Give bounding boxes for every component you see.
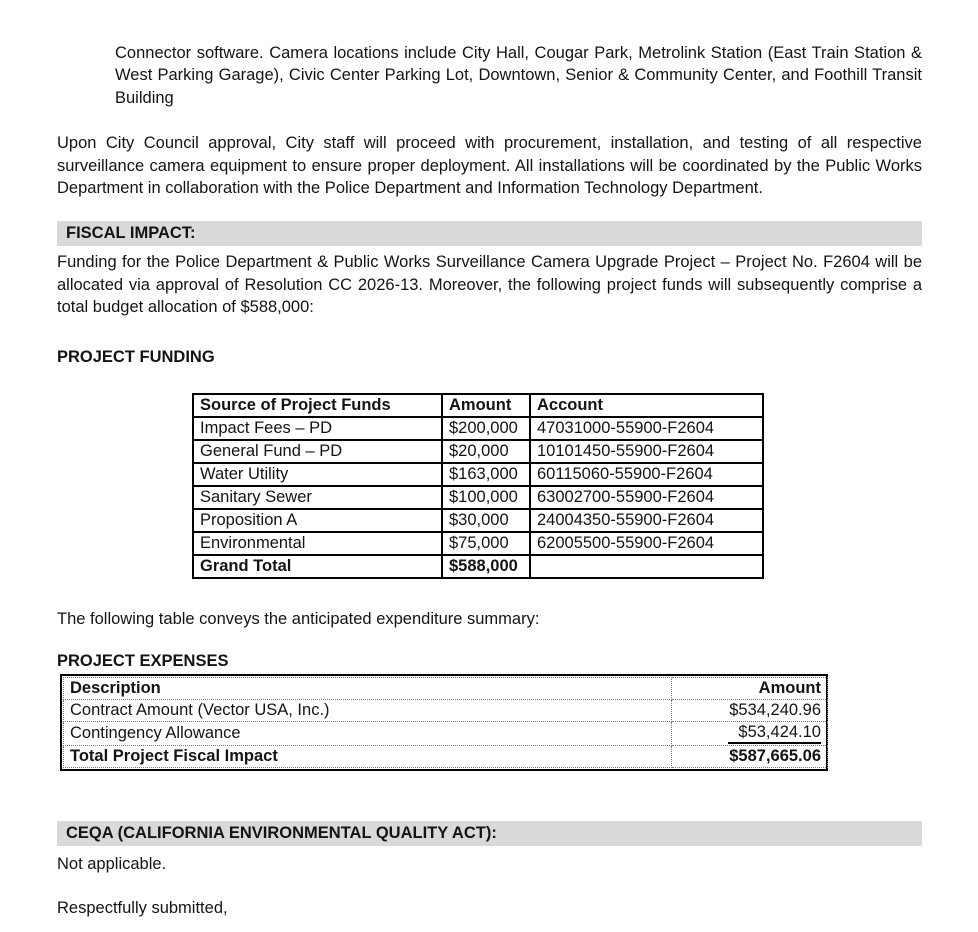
project-expenses-table-frame	[60, 674, 828, 771]
grand-total-label: Grand Total	[193, 555, 442, 578]
column-header-amount: Amount	[442, 394, 530, 417]
project-expenses-heading: PROJECT EXPENSES	[57, 652, 229, 671]
table-row	[193, 440, 763, 463]
total-fiscal-impact-label: Total Project Fiscal Impact	[64, 746, 672, 768]
funding-source-cell: Proposition A	[193, 509, 442, 532]
funding-amount-cell: $30,000	[442, 509, 530, 532]
table-row	[193, 486, 763, 509]
ceqa-heading: CEQA (CALIFORNIA ENVIRONMENTAL QUALITY ACT):	[57, 821, 922, 846]
funding-source-cell: Impact Fees – PD	[193, 417, 442, 440]
funding-amount-cell: $100,000	[442, 486, 530, 509]
fiscal-impact-paragraph: Funding for the Police Department & Public Works Surveillance Camera Upgrade Project – Project No. F2604 will be allocated via approval of Resolution CC 2026-13. Moreover, the following project funds will subsequently comprise a total budget allocation of $588,000:	[57, 253, 922, 317]
funding-amount-cell: $75,000	[442, 532, 530, 555]
table-row	[64, 700, 828, 722]
expense-description-cell: Contract Amount (Vector USA, Inc.)	[64, 700, 672, 722]
project-funding-table	[192, 393, 764, 579]
intro-paragraph: Connector software. Camera locations include City Hall, Cougar Park, Metrolink Station (East Train Station & West Parking Garage), Civic Center Parking Lot, Downtown, Senior & Community Center, and Foothill Transit Building	[115, 44, 922, 107]
expense-amount-cell: $534,240.96	[672, 700, 828, 722]
total-fiscal-impact-amount: $587,665.06	[672, 746, 828, 768]
table-header-row	[64, 678, 828, 700]
table-row	[64, 722, 828, 746]
funding-amount-cell: $20,000	[442, 440, 530, 463]
fiscal-impact-heading: FISCAL IMPACT:	[57, 221, 922, 246]
funding-source-cell: General Fund – PD	[193, 440, 442, 463]
table-row	[193, 509, 763, 532]
project-funding-heading: PROJECT FUNDING	[57, 347, 215, 366]
grand-total-row	[193, 555, 763, 578]
funding-amount-cell: $200,000	[442, 417, 530, 440]
funding-source-cell: Sanitary Sewer	[193, 486, 442, 509]
funding-amount-cell: $163,000	[442, 463, 530, 486]
funding-account-cell: 24004350-55900-F2604	[530, 509, 763, 532]
column-header-description: Description	[64, 678, 672, 700]
funding-account-cell: 63002700-55900-F2604	[530, 486, 763, 509]
column-header-amount: Amount	[672, 678, 828, 700]
funding-account-cell: 62005500-55900-F2604	[530, 532, 763, 555]
column-header-source: Source of Project Funds	[193, 394, 442, 417]
table-row	[193, 463, 763, 486]
grand-total-amount: $588,000	[442, 555, 530, 578]
funding-account-cell: 47031000-55900-F2604	[530, 417, 763, 440]
table-row	[193, 532, 763, 555]
total-fiscal-impact-row	[64, 746, 828, 768]
project-expenses-table	[63, 677, 828, 768]
column-header-account: Account	[530, 394, 763, 417]
funding-account-cell: 10101450-55900-F2604	[530, 440, 763, 463]
subtotal-underlined-value: $53,424.10	[728, 723, 821, 744]
table-header-row	[193, 394, 763, 417]
expense-amount-cell	[672, 722, 828, 746]
funding-source-cell: Environmental	[193, 532, 442, 555]
closing-line: Respectfully submitted,	[57, 899, 228, 918]
funding-account-cell: 60115060-55900-F2604	[530, 463, 763, 486]
expenditure-intro: The following table conveys the anticipated expenditure summary:	[57, 609, 540, 628]
table-row	[193, 417, 763, 440]
funding-source-cell: Water Utility	[193, 463, 442, 486]
grand-total-account	[530, 555, 763, 578]
expense-description-cell: Contingency Allowance	[64, 722, 672, 746]
approval-paragraph: Upon City Council approval, City staff will proceed with procurement, installation, and testing of all respective surveillance camera equipment to ensure proper deployment. All installations will be coordinated by the Public Works Department in collaboration with the Police Department and Information Technology Department.	[57, 134, 922, 198]
ceqa-body: Not applicable.	[57, 855, 167, 874]
